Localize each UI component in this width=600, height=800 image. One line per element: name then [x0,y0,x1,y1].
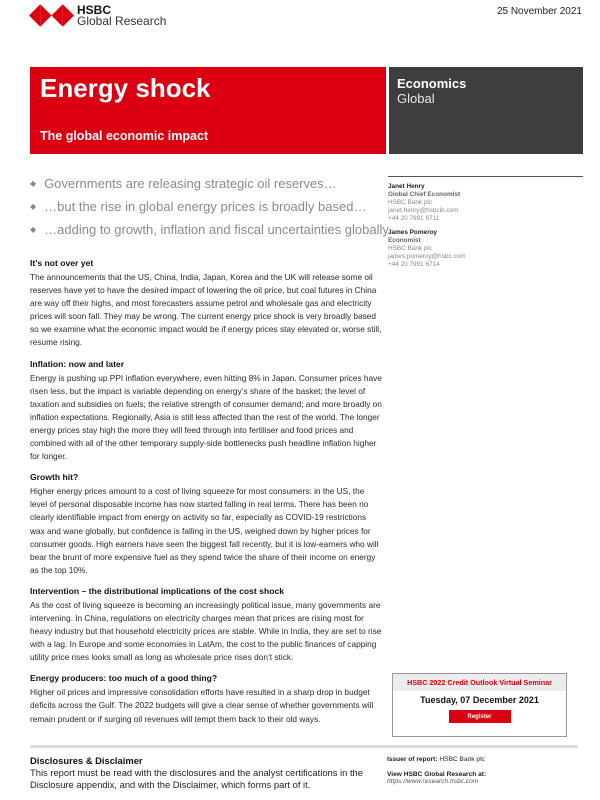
author-role: Economist [388,237,421,244]
disclosures-heading: Disclosures & Disclaimer [30,755,143,766]
section-heading: Growth hit? [30,472,79,483]
section-heading: Intervention – the distributional implications of the cost shock [30,585,285,596]
region-label: Global [397,91,435,106]
section-body: Higher oil prices and impressive consolidation efforts have resulted in a sharp drop in budget deficits across the Gulf. The 2022 budgets will give a clear sense of whether governments will remain prudent or if surging oil revenues will tempt them back to their old ways. [30,687,374,724]
key-point-text: Governments are releasing strategic oil reserves… [44,176,337,191]
sector-banner [389,67,583,154]
section [30,359,382,464]
research-url-link[interactable]: https://www.research.hsbc.com [387,778,479,785]
key-point-text: …but the rise in global energy prices is broadly based… [44,199,367,214]
seminar-promo [392,673,567,737]
author-phone: +44 20 7991 6711 [388,215,440,222]
register-button[interactable]: Register [449,710,511,723]
disclosures-text: This report must be read with the disclosures and the analyst certifications in the Disclosure appendix, and with the Disclaimer, which forms part of it. [30,767,363,790]
seminar-date: Tuesday, 07 December 2021 [420,695,539,705]
report-body [30,258,382,735]
section-heading: Energy producers: too much of a good thing? [30,673,218,684]
section-body: Energy is pushing up PPI inflation everywhere, even hitting 8% in Japan. Consumer prices have risen less, but the impact is variable depending on energy’s share of the basket; the level of taxation and subsidies on fuels; the relative strength of consumer demand; and more broadly on inflation expectations. Regionally, Asia is still less affected than the rest of the world. The longer energy prices stay high the more they will feed through into fertiliser and food prices and combined with all of the other temporary supply-side bottlenecks push headline inflation higher for longer. [30,372,382,462]
sector-label: Economics [397,76,467,91]
author-company: HSBC Bank plc [388,199,433,206]
diamond-bullet-icon: ◆ [30,225,37,234]
author-name: James Pomeroy [388,229,438,236]
key-point [30,176,380,191]
author-phone: +44 20 7991 6714 [388,261,440,268]
key-point [30,199,380,214]
section [30,472,382,577]
brand-name: HSBC [77,2,112,17]
key-point-text: …adding to growth, inflation and fiscal uncertainties globally [44,222,389,237]
brand-subtitle: Global Research [77,13,167,28]
section [30,586,382,664]
hsbc-logo [29,4,166,27]
section-heading: Inflation: now and later [30,358,125,369]
report-title: Energy shock [40,73,211,103]
section-heading: It’s not over yet [30,258,94,268]
key-points-list [30,176,389,245]
seminar-title: HSBC 2022 Credit Outlook Virtual Seminar [393,674,566,691]
title-banner [30,67,386,154]
author-card [388,183,583,223]
issuer-block [387,756,587,785]
disclosures-block [30,755,385,791]
author-email[interactable]: james.pomeroy@hsbc.com [388,253,466,260]
authors-panel [388,176,583,275]
issuer-label: Issuer of report: [387,756,438,763]
author-role: Global Chief Economist [388,191,461,198]
report-date: 25 November 2021 [496,6,582,17]
author-email[interactable]: janet.henry@hsbcib.com [388,207,459,214]
section [30,673,382,725]
hsbc-hexagon-logo-icon [29,4,74,27]
section-body: The announcements that the US, China, India, Japan, Korea and the UK will release some oil reserves have yet to have the desired impact of lowering the oil price, but coal futures in China are way off their highs, and most forecasters assume petrol and wholesale gas and electricity prices will soon fall. They may be wrong. The current energy price shock is very broadly based so we examine what the economic impact would be if energy prices stay elevated or, worse still, resume rising. [30,272,382,348]
section-body: As the cost of living squeeze is becoming an increasingly political issue, many governments are intervening. In China, regulations on electricity charges mean that prices are rising most for heavy industry but that household electricity prices are stable. While in India, they are set to rise with a lag. In Europe and some economies in LatAm, the cost to the public finances of capping utility price rises looks small as long as wholesale price rises don’t stick. [30,599,382,663]
author-name: Janet Henry [388,183,425,190]
key-point [30,222,389,237]
diamond-bullet-icon: ◆ [30,202,37,211]
issuer-value: HSBC Bank plc [439,756,485,763]
report-subtitle: The global economic impact [40,129,209,143]
footer-divider [30,745,578,748]
view-research-label: View HSBC Global Research at: [387,771,487,778]
section-body: Higher energy prices amount to a cost of living squeeze for most consumers: in the US, the level of personal disposable income has now started falling in real terms. There has been no clearly identifiable impact from energy on activity so far, especially as COVID-19 restrictions wax and wane globally, but confidence is falling in the US, weighed down by higher prices for consumer goods. High earners have seen the biggest fall recently, but it is low-earners who will bear the brunt of more expensive fuel as they spend twice the share of their income on energy as the top 10%. [30,486,379,575]
author-company: HSBC Bank plc [388,245,433,252]
author-card [388,229,583,269]
section [30,258,382,350]
diamond-bullet-icon: ◆ [30,179,37,188]
